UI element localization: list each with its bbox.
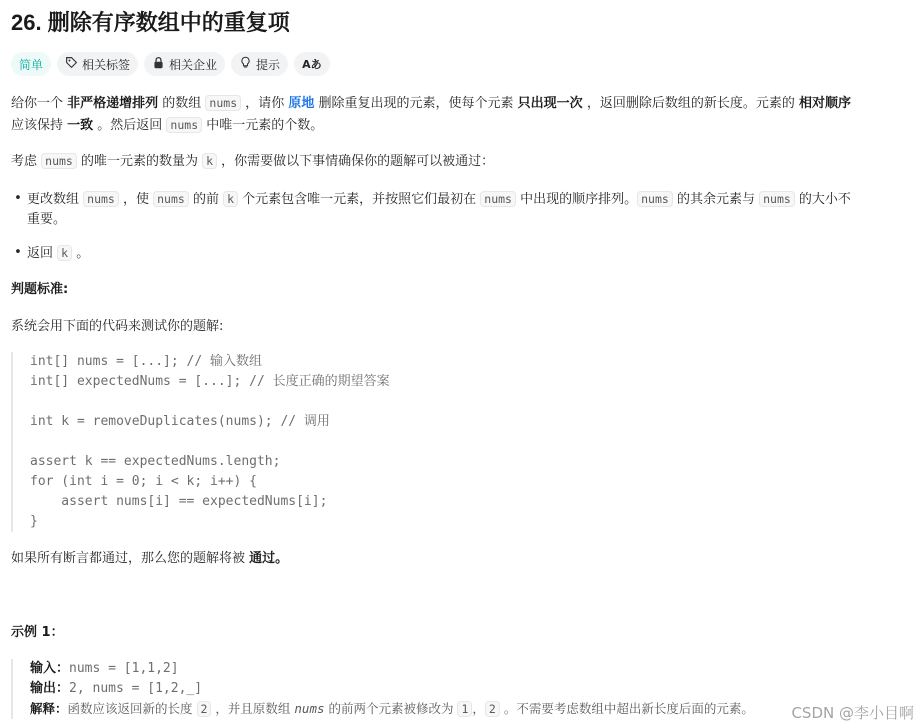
inline-code: nums (166, 117, 202, 133)
text: 返回 (27, 246, 58, 261)
inline-code: k (57, 245, 72, 261)
code-line: int[] nums = [...]; // 输入数组 (30, 354, 263, 369)
bullet: • (14, 245, 22, 260)
emphasis: 一致 (67, 118, 94, 133)
inline-code: 2 (485, 701, 500, 717)
code-line: assert k == expectedNums.length; (30, 454, 281, 469)
inline-code: k (202, 153, 217, 169)
problem-title: 26. 删除有序数组中的重复项 (11, 10, 290, 35)
example-title (11, 622, 906, 644)
pass-paragraph (11, 548, 906, 570)
description-paragraph-1b (11, 114, 906, 137)
inline-code: nums (153, 191, 189, 207)
font-size-button[interactable] (294, 52, 330, 76)
code-line: int[] expectedNums = [...]; // 长度正确的期望答案 (30, 374, 390, 389)
text: 如果所有断言都通过，那么您的题解将被 (11, 551, 250, 566)
list-item-continuation: 重要。 (27, 212, 67, 227)
code-line: assert nums[i] == expectedNums[i]; (30, 494, 328, 509)
code-block (11, 352, 390, 532)
description-paragraph-2 (11, 150, 906, 173)
text: ，并且原数组 (211, 701, 295, 716)
text: 的唯一元素的数量为 (76, 154, 203, 169)
emphasis: 只出现一次 (517, 96, 583, 111)
hint-label: 提示 (256, 57, 281, 72)
value: 2, nums = [1,2,_] (69, 681, 203, 696)
example-explanation-line (30, 699, 754, 719)
list-item (27, 242, 89, 265)
text: ，使 (118, 192, 154, 207)
text: 。不需要考虑数组中超出新长度后面的元素。 (499, 701, 754, 716)
emphasis: 相对顺序 (798, 96, 851, 111)
heading-text: 示例 1： (11, 625, 64, 640)
text: 的前两个元素被修改为 (324, 701, 458, 716)
label: 输出： (30, 681, 70, 696)
text: 的前 (188, 192, 224, 207)
list-item (27, 188, 851, 211)
text: 函数应该返回新的长度 (67, 701, 197, 716)
emphasis: 非严格递增排列 (67, 96, 159, 111)
related-companies-label: 相关企业 (169, 57, 218, 72)
code-line (30, 432, 390, 452)
text: ，请你 (241, 96, 289, 111)
inline-code: nums (41, 153, 77, 169)
tag-bar (11, 52, 330, 76)
value: nums = [1,1,2] (69, 661, 179, 676)
inline-code: nums (480, 191, 516, 207)
description-paragraph-1 (11, 92, 906, 115)
text: ，返回删除后数组的新长度。元素的 (582, 96, 799, 111)
hint-button[interactable] (231, 52, 288, 76)
code-line: int k = removeDuplicates(nums); // 调用 (30, 414, 330, 429)
text: 的数组 (158, 96, 206, 111)
inline-code: k (223, 191, 238, 207)
inline-code: nums (83, 191, 119, 207)
inline-code: nums (205, 95, 241, 111)
text: 更改数组 (27, 192, 84, 207)
label: 输入： (30, 661, 70, 676)
judge-heading (11, 279, 906, 301)
code-line (30, 392, 390, 412)
inline-code: nums (637, 191, 673, 207)
code-line: } (30, 514, 38, 529)
related-companies-button[interactable] (144, 52, 225, 76)
inline-code: 1 (457, 701, 472, 717)
judge-intro: 系统会用下面的代码来测试你的题解: (11, 319, 224, 334)
text: 的其余元素与 (672, 192, 760, 207)
text: 中唯一元素的个数。 (202, 118, 324, 133)
text: 中出现的顺序排列。 (515, 192, 638, 207)
code-line: for (int i = 0; i < k; i++) { (30, 474, 257, 489)
bullet: • (14, 191, 22, 206)
inline-code: 2 (197, 701, 212, 717)
related-tags-label: 相关标签 (82, 57, 131, 72)
in-place-link[interactable]: 原地 (288, 96, 315, 111)
heading-text: 判题标准: (11, 282, 69, 297)
text: 个元素包含唯一元素，并按照它们最初在 (238, 192, 481, 207)
example-block (11, 659, 754, 719)
italic-var: nums (294, 701, 325, 716)
text: 。然后返回 (93, 118, 167, 133)
emphasis: 通过。 (249, 551, 289, 566)
text: 。 (72, 246, 90, 261)
label: 解释： (30, 701, 68, 716)
text: ，你需要做以下事情确保你的题解可以被通过： (217, 154, 495, 169)
text: 给你一个 (11, 96, 68, 111)
watermark: CSDN @李小目啊 (791, 704, 914, 722)
text: 考虑 (11, 154, 42, 169)
example-input-line (30, 659, 754, 679)
text: 应该保持 (11, 118, 68, 133)
font-icon: Aあ (302, 58, 322, 71)
difficulty-badge[interactable] (11, 52, 51, 76)
related-tags-button[interactable] (57, 52, 138, 76)
tag-icon (65, 56, 78, 72)
difficulty-label: 简单 (19, 57, 44, 72)
lock-icon (152, 56, 165, 72)
lightbulb-icon (239, 56, 252, 72)
inline-code: nums (759, 191, 795, 207)
text: 的大小不 (794, 192, 851, 207)
example-output-line (30, 679, 754, 699)
text: ， (472, 701, 485, 716)
text: 删除重复出现的元素，使每个元素 (314, 96, 518, 111)
